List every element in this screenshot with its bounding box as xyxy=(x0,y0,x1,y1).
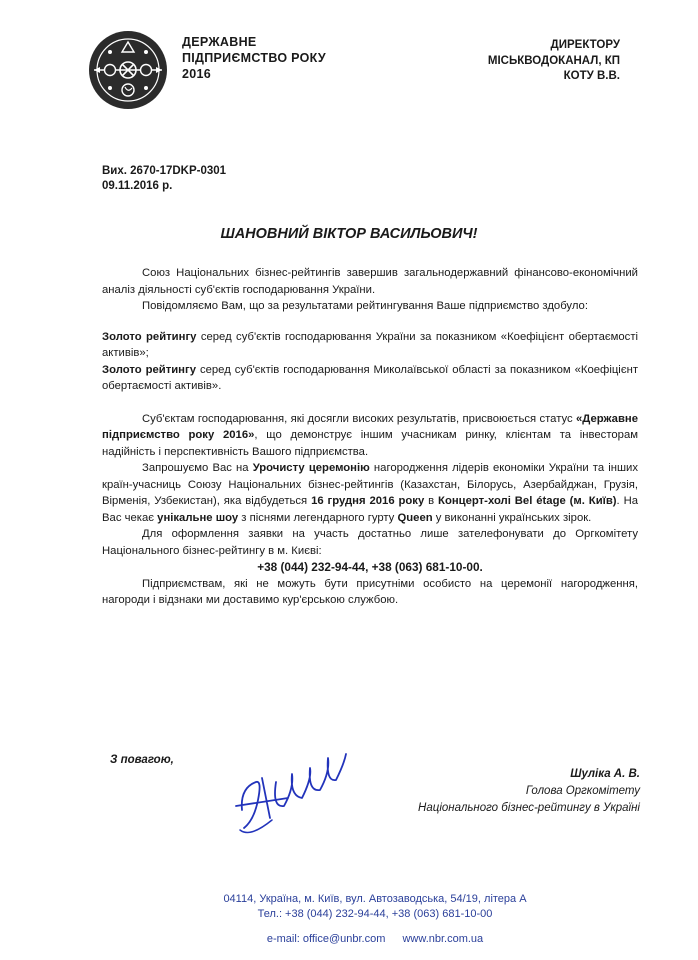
invite-band: Queen xyxy=(397,511,433,524)
footer-address: 04114, Україна, м. Київ, вул. Автозаводська, 54/19, літера А xyxy=(223,893,527,905)
signer-name: Шуліка А. В. xyxy=(570,768,640,780)
org-title-line-2: ПІДПРИЄМСТВО РОКУ xyxy=(182,51,326,65)
paragraph-application: Для оформлення заявки на участь достатньо лише зателефонувати до Оргкомітету Національного бізнес-рейтингу в м. Києві: xyxy=(102,528,638,557)
invite-k: у виконанні українських зірок. xyxy=(432,511,592,524)
invite-g: . На Вас чекає xyxy=(102,495,639,524)
paragraph-status xyxy=(102,411,638,461)
invite-venue: Концерт-холі Bel étage (м. Київ) xyxy=(438,495,617,507)
invite-a: Запрошуємо Вас на xyxy=(142,462,253,474)
footer-email-link[interactable]: e-mail: office@unbr.com xyxy=(266,933,386,945)
closing-phrase: З повагою, xyxy=(110,754,174,766)
signer-position: Голова Оргкомітету xyxy=(525,785,640,797)
logo-emblem-icon xyxy=(88,30,168,110)
signer-organization: Національного бізнес-рейтингу в Україні xyxy=(418,802,640,814)
paragraph-invitation xyxy=(102,460,638,526)
invite-ceremony: Урочисту церемонію xyxy=(252,462,370,474)
paragraph-delivery: Підприємствам, які не можуть бути присутніми особисто на церемонії нагородження, нагороди і відзнаки ми доставимо кур'єрською службою. xyxy=(102,577,638,606)
award-2 xyxy=(102,362,638,395)
reference-block xyxy=(102,164,226,194)
award-1 xyxy=(102,329,638,362)
award-2-title: Золото рейтингу xyxy=(102,363,196,376)
org-title-line-1: ДЕРЖАВНЕ xyxy=(182,35,257,49)
award-2-text: серед суб'єктів господарювання Миколаївської області за показником «Коефіцієнт обертаємості активів». xyxy=(102,363,638,392)
paragraph-intro: Союз Національних бізнес-рейтингів завершив загальнодержавний фінансово-економічний аналіз діяльності суб'єктів господарювання України. xyxy=(102,267,638,296)
organization-title xyxy=(182,34,326,82)
award-1-text: серед суб'єктів господарювання України за показником «Коефіцієнт обертаємості активів»; xyxy=(102,330,638,359)
addressee-line-1: ДИРЕКТОРУ xyxy=(550,39,620,51)
addressee-line-2: МІСЬКВОДОКАНАЛ, КП xyxy=(487,54,620,67)
invite-e: в xyxy=(424,495,439,507)
status-title: «Державне підприємство року 2016» xyxy=(102,412,638,441)
salutation: ШАНОВНИЙ ВІКТОР ВАСИЛЬОВИЧ! xyxy=(220,226,478,242)
letter-body xyxy=(102,265,638,609)
footer-website-link[interactable]: www.nbr.com.ua xyxy=(402,933,484,945)
invite-c: нагородження лідерів економіки України та інших країн-учасниць Союзу Національних бізнес-рейтингів (Казахстан, Білорусь, Азербайджан, Грузія, Вірменія, Узбекистан), яка відбудеться xyxy=(102,462,638,507)
footer-online xyxy=(150,932,600,947)
paragraph-notice: Повідомляємо Вам, що за результатами рейтингування Ваше підприємство здобуло: xyxy=(142,300,588,312)
addressee-block xyxy=(400,38,620,85)
invite-i: з піснями легендарного гурту xyxy=(238,511,398,524)
footer-contacts xyxy=(150,892,600,947)
org-title-line-3: 2016 xyxy=(182,67,212,81)
addressee-line-3: КОТУ В.В. xyxy=(563,70,620,82)
invite-show: унікальне шоу xyxy=(157,511,239,524)
contact-phones: +38 (044) 232-94-44, +38 (063) 681-10-00. xyxy=(257,560,483,574)
outgoing-number: Вих. 2670-17DKP-0301 xyxy=(102,165,227,177)
status-text-end: , що демонструє іншим учасникам ринку, клієнтам та інвесторам надійність і перспективність Вашого підприємства. xyxy=(102,429,638,458)
invite-date: 16 грудня 2016 року xyxy=(311,495,425,507)
handwritten-signature xyxy=(232,748,350,840)
signer-block xyxy=(340,766,640,817)
footer-phones: Тел.: +38 (044) 232-94-44, +38 (063) 681-10-00 xyxy=(257,908,493,920)
status-text-start: Суб'єктам господарювання, які досягли високих результатів, присвоюється статус xyxy=(142,412,577,425)
letter-date: 09.11.2016 р. xyxy=(102,180,173,192)
award-1-title: Золото рейтингу xyxy=(102,330,197,343)
